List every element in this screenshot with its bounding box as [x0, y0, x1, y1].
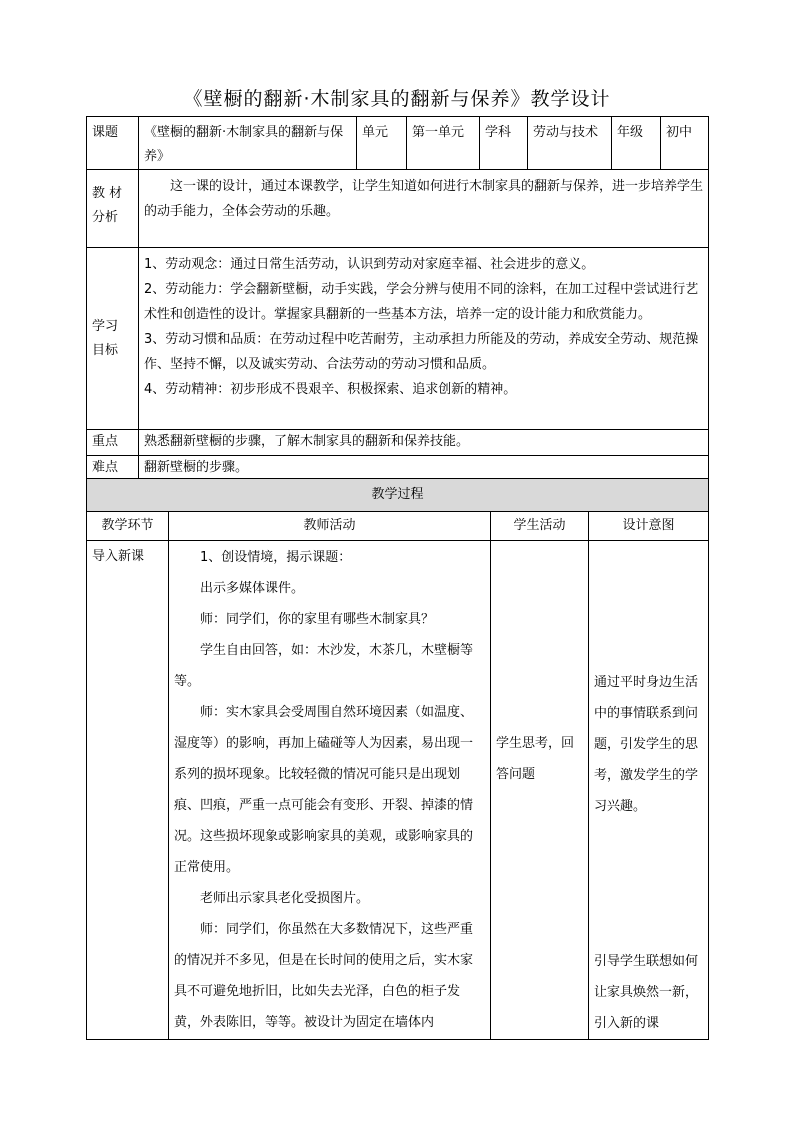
header-student: 学生活动 — [491, 512, 589, 541]
goals-list — [139, 248, 709, 430]
design-intent-cell — [589, 541, 709, 1040]
analysis-label-line2: 分析 — [92, 210, 119, 225]
teacher-paragraph: 1、创设情境，揭示课题： — [200, 550, 352, 565]
difficulty-label: 难点 — [87, 456, 139, 482]
design-intent-1: 通过平时身边生活中的事情联系到问题，引发学生的思考，激发学生的学习兴趣。 — [594, 675, 699, 814]
design-intent-2: 引导学生联想如何让家具焕然一新，引入新的课 — [594, 954, 699, 1031]
topic-value: 《壁橱的翻新·木制家具的翻新与保养》 — [139, 117, 357, 170]
teacher-paragraph: 师：同学们，你虽然在大多数情况下，这些严重的情况并不多见，但是在长时间的使用之后，实木家具不可避免地折旧，比如失去光泽，白色的柜子发黄，外表陈旧，等等。被设计为固定在墙体内 — [174, 922, 474, 1030]
grade-value: 初中 — [661, 117, 709, 170]
analysis-text: 这一课的设计，通过本课教学，让学生知道如何进行木制家具的翻新与保养，进一步培养学生的动手能力，全体会劳动的乐趣。 — [144, 179, 704, 219]
difficulty-text: 翻新壁橱的步骤。 — [139, 456, 709, 482]
analysis-label-line1: 教 材 — [92, 186, 123, 201]
header-teacher: 教师活动 — [169, 512, 491, 541]
teaching-process-table — [86, 478, 709, 1040]
teacher-paragraph: 老师出示家具老化受损图片。 — [200, 891, 370, 906]
teacher-paragraph: 学生自由回答，如：木沙发，木茶几，木壁橱等等。 — [174, 643, 474, 689]
teacher-paragraph: 师：实木家具会受周围自然环境因素（如温度、湿度等）的影响，再加上磕碰等人为因素，易出现一系列的损坏现象。比较轻微的情况可能只是出现划痕、凹痕，严重一点可能会有变形、开裂、掉漆的情况。这些损坏现象或影响家具的美观，或影响家具的正常使用。 — [174, 705, 474, 875]
subject-label: 学科 — [480, 117, 528, 170]
subject-value: 劳动与技术 — [528, 117, 612, 170]
student-activity-cell: 学生思考，回答问题 — [491, 541, 589, 1040]
key-point-label: 重点 — [87, 430, 139, 456]
stage-cell: 导入新课 — [87, 541, 169, 1040]
goals-label-line2: 目标 — [92, 342, 119, 358]
teacher-paragraph: 师：同学们，你的家里有哪些木制家具？ — [200, 612, 435, 627]
key-point-text: 熟悉翻新壁橱的步骤，了解木制家具的翻新和保养技能。 — [139, 430, 709, 456]
goal-item: 4、劳动精神：初步形成不畏艰辛、积极探索、追求创新的精神。 — [144, 382, 517, 397]
analysis-label — [87, 170, 139, 248]
topic-label: 课题 — [87, 117, 139, 170]
goals-label — [87, 248, 139, 430]
goal-item: 2、劳动能力：学会翻新壁橱，动手实践，学会分辨与使用不同的涂料，在加工过程中尝试进行艺术性和创造性的设计。掌握家具翻新的一些基本方法，培养一定的设计能力和欣赏能力。 — [144, 282, 699, 322]
goals-label-line1: 学习 — [92, 318, 119, 334]
header-intent: 设计意图 — [589, 512, 709, 541]
header-stage: 教学环节 — [87, 512, 169, 541]
grade-label: 年级 — [612, 117, 661, 170]
lesson-info-table — [86, 116, 709, 482]
unit-label: 单元 — [357, 117, 407, 170]
teacher-paragraph: 出示多媒体课件。 — [200, 581, 305, 596]
goal-item: 1、劳动观念：通过日常生活劳动，认识到劳动对家庭幸福、社会进步的意义。 — [144, 257, 595, 272]
document-title: 《壁橱的翻新·木制家具的翻新与保养》教学设计 — [183, 88, 611, 110]
unit-value: 第一单元 — [407, 117, 480, 170]
process-title: 教学过程 — [87, 479, 709, 512]
analysis-text-cell — [139, 170, 709, 248]
teacher-activity-cell — [169, 541, 491, 1040]
goal-item: 3、劳动习惯和品质：在劳动过程中吃苦耐劳，主动承担力所能及的劳动，养成安全劳动、规范操作、坚持不懈，以及诚实劳动、合法劳动的劳动习惯和品质。 — [144, 332, 699, 372]
